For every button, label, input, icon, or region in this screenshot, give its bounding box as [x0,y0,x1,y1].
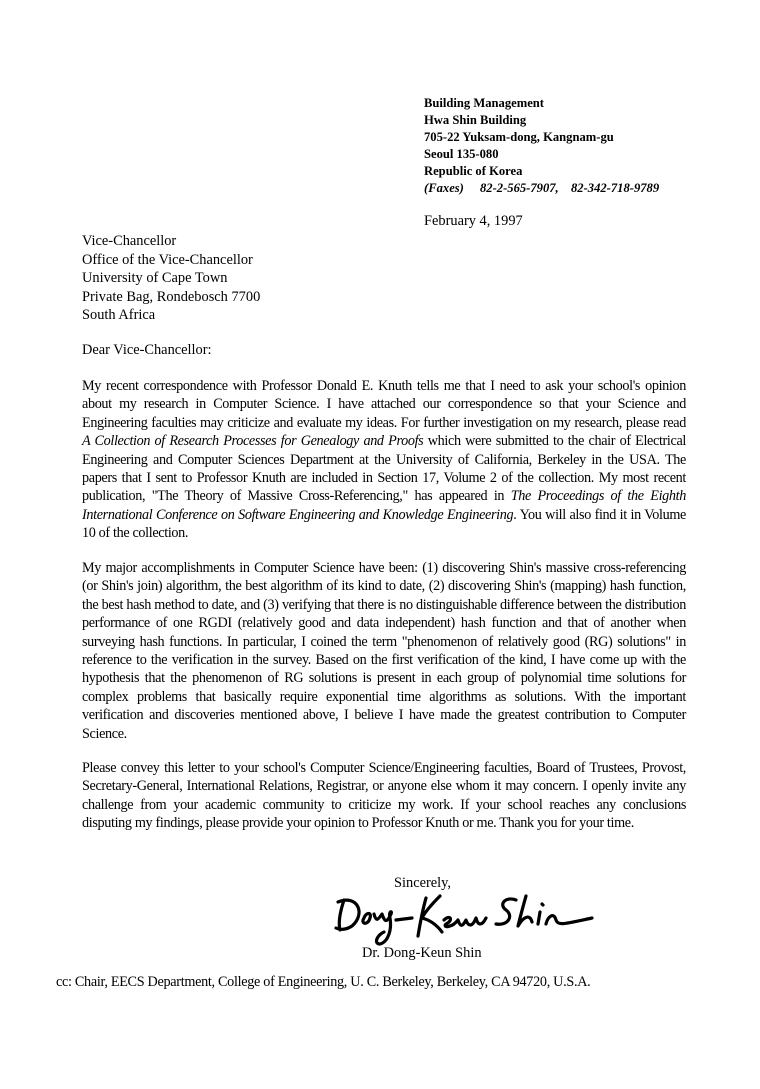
sender-address-block [424,95,744,197]
recipient-line: Office of the Vice-Chancellor [82,251,253,268]
p1-title-proceedings: The Proceedings of the Eighth International Conference on Software Engineering and Knowledge Engineering [82,488,686,523]
sender-line: Hwa Shin Building [424,113,527,127]
carbon-copy-line: cc: Chair, EECS Department, College of Engineering, U. C. Berkeley, Berkeley, CA 94720, U.S.A. [56,974,591,990]
letter-date: February 4, 1997 [424,213,523,229]
recipient-line: South Africa [82,307,156,324]
p1-title-collection: A Collection of Research Processes for Genealogy and Proofs [82,433,424,450]
sender-line: Seoul 135-080 [424,147,499,161]
p1-text-a: My recent correspondence with Professor Donald E. Knuth tells me that I need to ask your school's opinion about my research in Computer Science. I have attached our correspondence so that your Science and Engineering faculties may criticize and evaluate my ideas. For further investigation on my research, please read [82,378,686,431]
body-paragraph-1 [82,377,686,543]
fax-label: (Faxes) [424,181,464,195]
fax-number-1: 82-2-565-7907, [480,181,559,195]
body-paragraph-2: My major accomplishments in Computer Science have been: (1) discovering Shin's massive cross-referencing (or Shin's join) algorithm, the best algorithm of its kind to date, (2) discovering Shin's (mapping) hash function, the best hash method to date, and (3) verifying that there is no distinguishable difference between the distribution performance of one RGDI (relatively good and data independent) hash function and that of another when surveying hash functions. In particular, I coined the term "phenomenon of relatively good (RG) solutions" in reference to the verification in the survey. Based on the first verification of the kind, I have come up with the hypothesis that the phenomenon of RG solutions is present in each group of polynomial time solutions for complex problems that basically require exponential time algorithms as solutions. With the important verification and discoveries mentioned above, I believe I have made the greatest contribution to Computer Science. [82,560,686,742]
closing: Sincerely, [394,875,452,891]
p1-text-c: . You will also find it in Volume 10 of the collection. [82,506,686,542]
salutation: Dear Vice-Chancellor: [82,342,212,358]
fax-number-2: 82-342-718-9789 [571,181,660,195]
handwritten-signature [330,886,600,948]
recipient-line: Vice-Chancellor [82,233,177,249]
sender-line: 705-22 Yuksam-dong, Kangnam-gu [424,130,614,144]
body-paragraph-3: Please convey this letter to your school's Computer Science/Engineering faculties, Board of Trustees, Provost, Secretary-General, International Relations, Registrar, or anyone else whom it may concern. I openly invite any challenge from your academic community to criticize my work. If your school reaches any conclusions disputing my findings, please provide your opinion to Professor Knuth or me. Thank you for your time. [82,760,686,832]
p1-text-b: which were submitted to the chair of Electrical Engineering and Computer Sciences Department at the University of California, Berkeley in the USA. The papers that I sent to Professor Knuth are included in Section 17, Volume 2 of the collection. My most recent publication, "The Theory of Massive Cross-Referencing," has appeared in [82,433,686,505]
recipient-line: Private Bag, Rondebosch 7700 [82,288,261,305]
sender-line: Republic of Korea [424,164,523,178]
recipient-address-block [82,232,260,325]
recipient-line: University of Cape Town [82,270,228,287]
sender-line: Building Management [424,96,545,110]
sender-fax-line [424,180,744,197]
signature-name: Dr. Dong-Keun Shin [362,945,482,961]
